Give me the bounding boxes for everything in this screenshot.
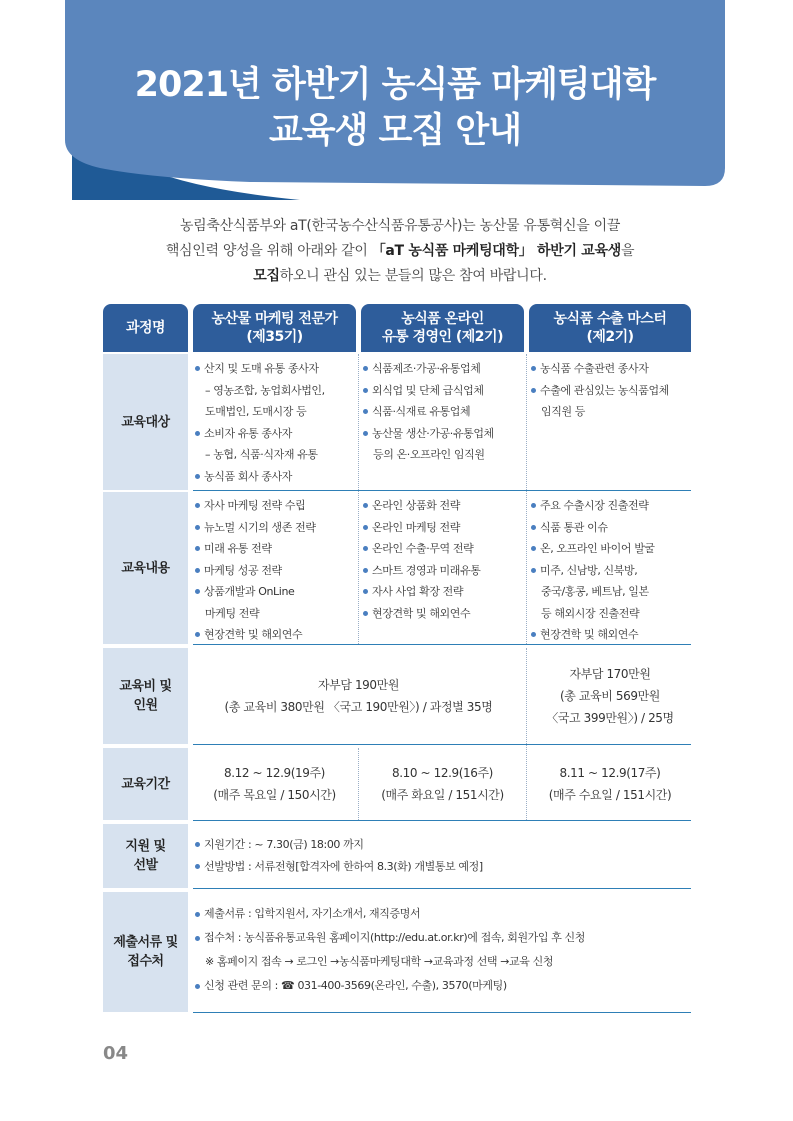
fee-export-self-pay: 자부담 170만원 <box>569 667 651 681</box>
list-item <box>363 380 523 402</box>
row-label-docs-line-2: 접수처 <box>127 954 164 969</box>
intro-highlight: 「aT 농식품 마케팅대학」 하반기 교육생 <box>371 243 621 259</box>
row-label-apply-line-2: 선발 <box>133 858 158 873</box>
list-item <box>363 358 523 380</box>
list-item <box>531 624 691 646</box>
list-item <box>363 581 523 603</box>
list-item-text: 신청 관련 문의 : ☎ 031-400-3569(온라인, 수출), 3570(마케팅) <box>204 979 507 992</box>
bullet-icon <box>531 546 536 551</box>
list-item-text: ※ 홈페이지 접속 → 로그인 →농식품마케팅대학 →교육과정 선택 →교육 신청 <box>205 955 554 968</box>
row-label-docs-line-1: 제출서류 및 <box>113 935 178 950</box>
list-item-text: 중국/홍콩, 베트남, 일본 <box>541 585 649 598</box>
intro-highlight-recruit: 모집 <box>253 268 280 284</box>
content-col-export <box>531 495 691 646</box>
list-item <box>195 380 355 402</box>
fee-shared-detail: (총 교육비 380만원 〈국고 190만원〉) / 과정별 35명 <box>224 700 493 714</box>
row-label-target <box>103 354 188 490</box>
period-online-schedule: (매주 화요일 / 151시간) <box>381 788 504 802</box>
list-item-text: 소비자 유통 종사자 <box>204 426 293 440</box>
list-item <box>195 401 355 423</box>
column-separator <box>358 354 359 644</box>
page-number: 04 <box>103 1043 129 1064</box>
list-item <box>363 603 523 625</box>
target-col-export <box>531 358 691 423</box>
list-item-text: 외식업 및 단체 급식업체 <box>372 383 484 397</box>
row-label-apply <box>103 824 188 888</box>
bullet-icon <box>363 568 368 573</box>
list-item-text: 식품·식재료 유통업체 <box>372 405 471 418</box>
bullet-icon <box>531 388 536 393</box>
list-item-text: 식품제조·가공·유통업체 <box>372 362 481 375</box>
period-col-export <box>529 748 691 820</box>
list-item-text: 온, 오프라인 바이어 발굴 <box>540 542 655 555</box>
list-item-text: 상품개발과 OnLine <box>204 585 295 598</box>
list-item-text: 온라인 마케팅 전략 <box>372 520 461 534</box>
list-item-text: 수출에 관심있는 농식품업체 <box>540 383 669 397</box>
bullet-icon <box>195 568 200 573</box>
list-item <box>195 834 685 856</box>
list-item-text: 농식품 회사 종사자 <box>204 469 293 483</box>
list-item-text: 온라인 상품화 전략 <box>372 499 461 512</box>
intro-paragraph <box>100 214 700 289</box>
bullet-icon <box>363 611 368 616</box>
list-item <box>531 401 691 423</box>
period-marketing-dates: 8.12 ~ 12.9(19주) <box>224 766 325 780</box>
list-item-text: 현장견학 및 해외연수 <box>204 628 303 641</box>
column-separator <box>358 748 359 820</box>
list-item <box>363 495 523 517</box>
intro-line-2 <box>100 239 700 264</box>
list-item <box>531 603 691 625</box>
bullet-icon <box>363 589 368 594</box>
list-item-text: 마케팅 전략 <box>205 606 260 620</box>
bullet-icon <box>195 912 200 917</box>
header-col-online-name: 농식품 온라인 <box>401 311 484 327</box>
row-divider <box>193 820 691 821</box>
list-item-text: 현장견학 및 해외연수 <box>372 606 471 620</box>
bullet-icon <box>531 503 536 508</box>
list-item <box>195 517 355 539</box>
list-item <box>531 495 691 517</box>
row-label-fee-line-1: 교육비 및 <box>119 679 172 694</box>
list-item-text: 뉴노멀 시기의 생존 전략 <box>204 520 316 534</box>
fee-export-detail: 〈국고 399만원〉) / 25명 <box>546 711 674 725</box>
list-item <box>531 581 691 603</box>
fee-col-export <box>529 648 691 744</box>
period-col-online <box>361 748 524 820</box>
row-divider <box>193 744 691 745</box>
bullet-icon <box>195 936 200 941</box>
row-label-content-text: 교육내용 <box>121 560 170 576</box>
row-divider <box>193 644 691 645</box>
column-separator <box>526 648 527 820</box>
list-item <box>531 358 691 380</box>
bullet-icon <box>195 474 200 479</box>
header-col-export-name: 농식품 수출 마스터 <box>553 311 667 327</box>
header-col-online-cohort: 유통 경영인 (제2기) <box>382 329 503 345</box>
bullet-icon <box>195 589 200 594</box>
list-item-text: 산지 및 도매 유통 종사자 <box>204 362 319 375</box>
row-label-apply-line-1: 지원 및 <box>125 839 166 854</box>
row-divider <box>193 490 691 491</box>
list-item <box>195 902 689 926</box>
period-export-dates: 8.11 ~ 12.9(17주) <box>559 766 661 780</box>
list-item <box>195 560 355 582</box>
bullet-icon <box>531 525 536 530</box>
list-item-text: 임직원 등 <box>541 405 586 418</box>
header-course-label-text: 과정명 <box>125 320 166 336</box>
list-item <box>363 423 523 445</box>
bullet-icon <box>363 525 368 530</box>
header-col-export-cohort: (제2기) <box>586 329 634 345</box>
list-item <box>195 603 355 625</box>
list-item-text: 농산물 생산·가공·유통업체 <box>372 426 494 440</box>
list-item <box>195 926 689 950</box>
list-item-text: 등 해외시장 진출전략 <box>541 606 640 620</box>
bullet-icon <box>195 984 200 989</box>
list-item-text: 접수처 : 농식품유통교육원 홈페이지(http://edu.at.or.kr)에 접속, 회원가입 후 신청 <box>204 931 586 944</box>
header-col-online <box>361 304 524 352</box>
list-item <box>195 950 689 974</box>
content-col-marketing <box>195 495 355 646</box>
row-label-fee <box>103 648 188 744</box>
bullet-icon <box>531 366 536 371</box>
intro-line-1: 농림축산식품부와 aT(한국농수산식품유통공사)는 농산물 유통혁신을 이끌 <box>179 218 621 234</box>
bullet-icon <box>363 366 368 371</box>
list-item-text: 주요 수출시장 진출전략 <box>540 499 649 512</box>
list-item <box>195 495 355 517</box>
header-col-export <box>529 304 691 352</box>
header-col-marketing-cohort: (제35기) <box>246 329 303 345</box>
list-item <box>531 517 691 539</box>
fee-shared-self-pay: 자부담 190만원 <box>317 678 400 692</box>
target-col-marketing <box>195 358 355 487</box>
list-item-text: 농식품 수출관련 종사자 <box>540 362 649 375</box>
bullet-icon <box>363 503 368 508</box>
header-col-marketing-name: 농산물 마케팅 전문가 <box>211 311 338 327</box>
row-label-period-text: 교육기간 <box>121 776 170 792</box>
page-title <box>65 62 725 154</box>
period-export-schedule: (매주 수요일 / 151시간) <box>548 788 672 802</box>
bullet-icon <box>531 568 536 573</box>
intro-line-2-text: 핵심인력 양성을 위해 아래와 같이 <box>165 243 372 259</box>
row-label-fee-line-2: 인원 <box>133 698 158 713</box>
fee-export-total: (총 교육비 569만원 <box>560 689 660 703</box>
row-label-docs <box>103 892 188 1012</box>
list-item-text: 스마트 경영과 미래유통 <box>372 563 481 577</box>
list-item-text: 지원기간 : ~ 7.30(금) 18:00 까지 <box>204 838 364 851</box>
bullet-icon <box>531 632 536 637</box>
header-course-label <box>103 304 188 352</box>
row-divider <box>193 1012 691 1013</box>
list-item-text: – 영농조합, 농업회사법인, <box>205 383 325 397</box>
bullet-icon <box>195 842 200 847</box>
bullet-icon <box>195 632 200 637</box>
header-col-marketing <box>193 304 356 352</box>
target-col-online <box>363 358 523 466</box>
intro-line-2-end: 을 <box>620 243 635 259</box>
intro-line-3-text: 하오니 관심 있는 분들의 많은 참여 바랍니다. <box>279 268 547 284</box>
bullet-icon <box>195 546 200 551</box>
list-item <box>195 466 355 488</box>
list-item-text: 마케팅 성공 전략 <box>204 563 282 577</box>
bullet-icon <box>363 546 368 551</box>
list-item-text: 식품 통관 이슈 <box>540 520 608 534</box>
bullet-icon <box>195 525 200 530</box>
list-item <box>363 560 523 582</box>
list-item <box>531 560 691 582</box>
list-item <box>363 538 523 560</box>
row-label-period <box>103 748 188 820</box>
list-item-text: 자사 사업 확장 전략 <box>372 585 464 598</box>
list-item <box>195 423 355 445</box>
list-item-text: 자사 마케팅 전략 수립 <box>204 499 306 512</box>
list-item <box>531 380 691 402</box>
row-divider <box>193 888 691 889</box>
list-item <box>531 538 691 560</box>
bullet-icon <box>363 431 368 436</box>
list-item <box>195 444 355 466</box>
period-col-marketing <box>193 748 356 820</box>
list-item <box>195 624 355 646</box>
row-label-target-text: 교육대상 <box>121 414 170 430</box>
list-item <box>195 974 689 998</box>
list-item-text: 등의 온·오프라인 임직원 <box>373 448 485 461</box>
list-item-text: 미주, 신남방, 신북방, <box>540 563 638 577</box>
list-item-text: 선발방법 : 서류전형[합격자에 한하여 8.3(화) 개별통보 예정] <box>204 859 483 873</box>
title-line-2: 교육생 모집 안내 <box>268 111 522 151</box>
bullet-icon <box>195 864 200 869</box>
bullet-icon <box>363 409 368 414</box>
list-item <box>363 444 523 466</box>
fee-col-marketing-online <box>193 648 524 744</box>
list-item-text: 온라인 수출·무역 전략 <box>372 542 474 555</box>
period-online-dates: 8.10 ~ 12.9(16주) <box>392 766 493 780</box>
list-item-text: 미래 유통 전략 <box>204 542 272 555</box>
title-line-1: 2021년 하반기 농식품 마케팅대학 <box>134 65 656 105</box>
bullet-icon <box>195 366 200 371</box>
list-item <box>195 538 355 560</box>
list-item-text: 도매법인, 도매시장 등 <box>205 405 307 418</box>
list-item <box>195 581 355 603</box>
column-separator <box>526 354 527 644</box>
list-item-text: 제출서류 : 입학지원서, 자기소개서, 재직증명서 <box>204 907 421 920</box>
list-item <box>363 517 523 539</box>
list-item <box>363 401 523 423</box>
content-col-online <box>363 495 523 624</box>
list-item <box>195 856 685 878</box>
intro-line-3 <box>100 264 700 289</box>
list-item-text: – 농협, 식품·식자재 유통 <box>205 448 318 461</box>
row-label-content <box>103 492 188 644</box>
list-item <box>195 358 355 380</box>
bullet-icon <box>195 431 200 436</box>
period-marketing-schedule: (매주 목요일 / 150시간) <box>213 788 336 802</box>
docs-details <box>195 902 689 998</box>
bullet-icon <box>195 503 200 508</box>
recruitment-table <box>103 304 691 1016</box>
list-item-text: 현장견학 및 해외연수 <box>540 628 639 641</box>
bullet-icon <box>363 388 368 393</box>
apply-details <box>195 834 685 877</box>
